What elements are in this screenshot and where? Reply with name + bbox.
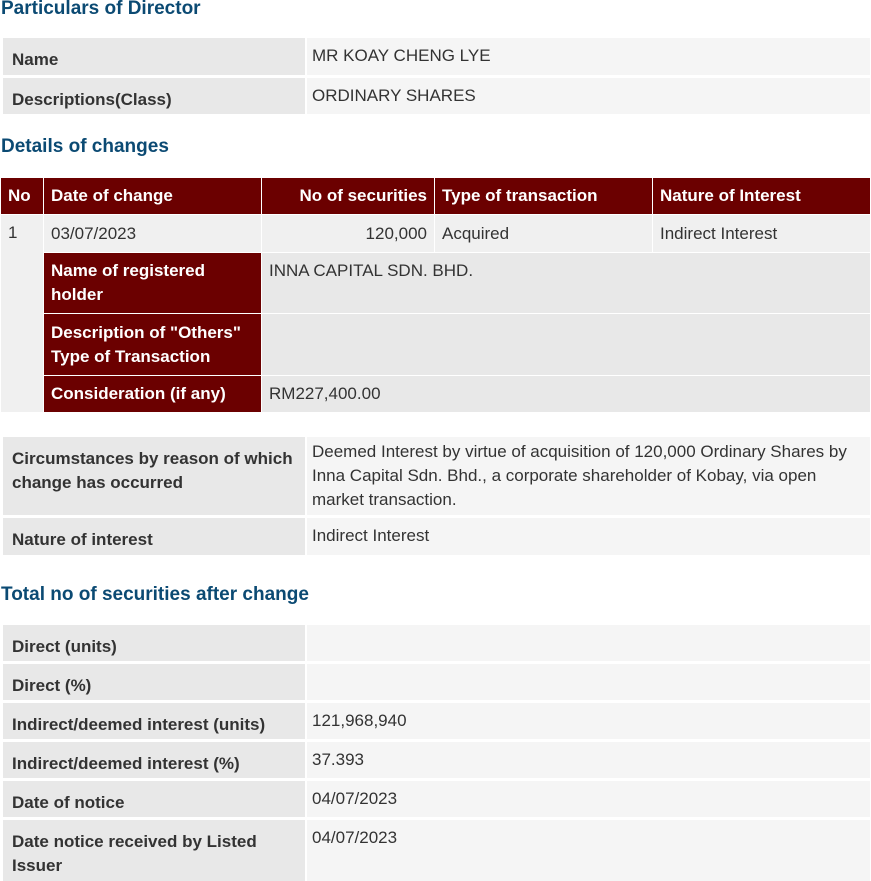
- row-date: 03/07/2023: [44, 215, 261, 252]
- registered-holder-label: Name of registered holder: [44, 253, 261, 313]
- row-no: [1, 215, 43, 412]
- registered-holder-value: INNA CAPITAL SDN. BHD.: [262, 253, 870, 313]
- totals-heading: Total no of securities after change: [1, 584, 309, 605]
- col-header-date: Date of change: [44, 178, 261, 214]
- direct-percent-label: Direct (%): [3, 664, 305, 700]
- col-header-no: No: [1, 178, 43, 214]
- nature-of-interest-label: Nature of interest: [3, 518, 305, 555]
- row-securities: 120,000: [262, 215, 434, 252]
- circumstances-label: Circumstances by reason of which change has occurred: [3, 437, 305, 515]
- row-no-text: 1: [8, 223, 18, 242]
- date-of-notice-value: 04/07/2023: [307, 781, 870, 817]
- consideration-value: RM227,400.00: [262, 376, 870, 412]
- col-header-nature: Nature of Interest: [653, 178, 870, 214]
- date-received-value: 04/07/2023: [307, 820, 870, 881]
- direct-units-value: [307, 625, 870, 661]
- others-type-label: Description of "Others" Type of Transaction: [44, 314, 261, 375]
- consideration-label: Consideration (if any): [44, 376, 261, 412]
- class-value: ORDINARY SHARES: [307, 78, 870, 114]
- col-header-securities: No of securities: [262, 178, 434, 214]
- others-type-value: [262, 314, 870, 375]
- row-nature: Indirect Interest: [653, 215, 870, 252]
- col-header-type: Type of transaction: [435, 178, 652, 214]
- direct-units-label: Direct (units): [3, 625, 305, 661]
- particulars-heading: Particulars of Director: [1, 0, 201, 19]
- indirect-percent-label: Indirect/deemed interest (%): [3, 742, 305, 778]
- class-label: Descriptions(Class): [3, 78, 305, 114]
- circumstances-value: Deemed Interest by virtue of acquisition of 120,000 Ordinary Shares by Inna Capital Sdn. Bhd., a corporate shareholder of Kobay, via open market transaction.: [307, 437, 870, 515]
- direct-percent-value: [307, 664, 870, 700]
- indirect-units-value: 121,968,940: [307, 703, 870, 739]
- row-type: Acquired: [435, 215, 652, 252]
- name-value: MR KOAY CHENG LYE: [307, 38, 870, 75]
- date-of-notice-label: Date of notice: [3, 781, 305, 817]
- indirect-units-label: Indirect/deemed interest (units): [3, 703, 305, 739]
- indirect-percent-value: 37.393: [307, 742, 870, 778]
- nature-of-interest-value: Indirect Interest: [307, 518, 870, 555]
- changes-heading: Details of changes: [1, 136, 169, 157]
- name-label: Name: [3, 38, 305, 75]
- date-received-label: Date notice received by Listed Issuer: [3, 820, 305, 881]
